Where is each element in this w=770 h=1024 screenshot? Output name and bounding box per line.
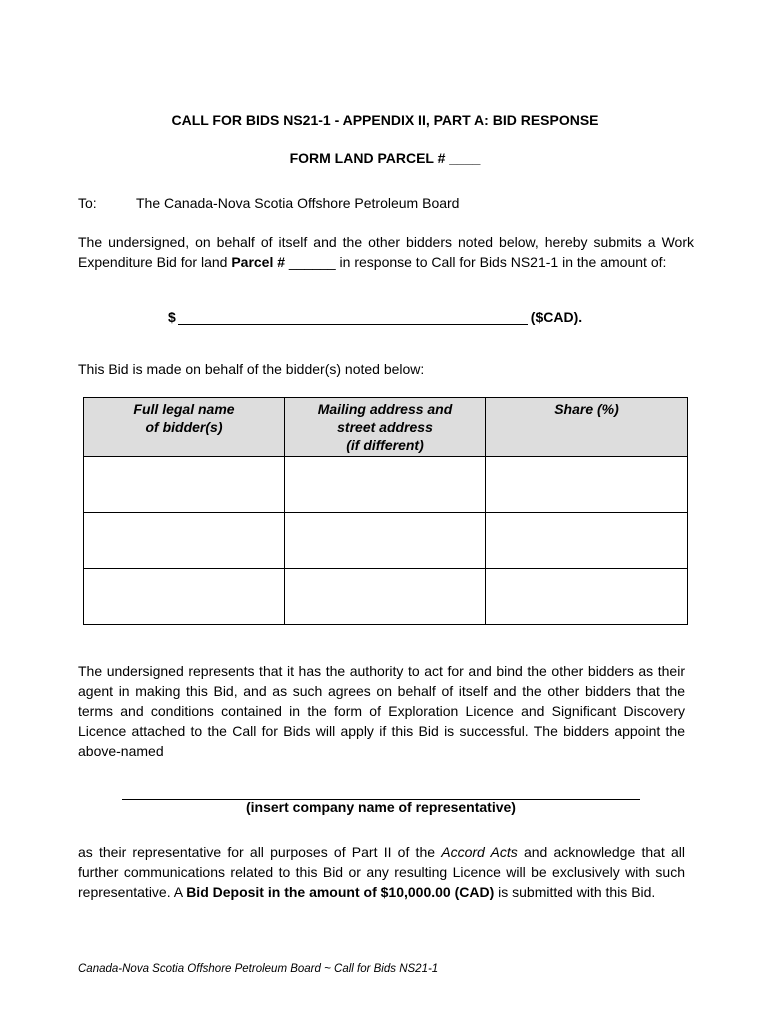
cell-legal-name[interactable] xyxy=(84,513,285,569)
closing-text-1: as their representative for all purposes of Part II of the xyxy=(78,844,442,860)
addressee-label: To: xyxy=(78,195,97,211)
addressee-name: The Canada-Nova Scotia Offshore Petroleum Board xyxy=(136,195,460,211)
page-footer: Canada-Nova Scotia Offshore Petroleum Board ~ Call for Bids NS21-1 xyxy=(78,963,439,975)
table-row xyxy=(84,457,688,513)
currency-label: ($CAD). xyxy=(530,309,583,325)
intro-text-after: ______ in response to Call for Bids NS21-1 in the amount of: xyxy=(285,254,667,270)
cell-share[interactable] xyxy=(486,457,688,513)
cell-mailing-address[interactable] xyxy=(285,457,486,513)
closing-text-2: and acknowledge that all further communications related to this Bid or any resulting Licence will be exclusively with such representative. A xyxy=(78,844,686,900)
bidders-table xyxy=(83,397,688,625)
header-legal-name: Full legal name of bidder(s) xyxy=(84,398,285,457)
bidders-intro: This Bid is made on behalf of the bidder(s) noted below: xyxy=(78,361,425,377)
intro-paragraph xyxy=(78,232,694,272)
table-header-row xyxy=(84,398,688,457)
currency-symbol: $ xyxy=(168,309,176,325)
closing-text-3: is submitted with this Bid. xyxy=(494,884,656,900)
bid-amount-line xyxy=(168,309,582,325)
authority-paragraph: The undersigned represents that it has the authority to act for and bind the other bidders as their agent in making this Bid, and as such agrees on behalf of itself and the other bidders that the terms and conditions contained in the form of Exploration Licence and Significant Discovery Licence attached to the Call for Bids will apply if this Bid is successful. The bidders appoint the above-named xyxy=(78,663,685,759)
form-subtitle: FORM LAND PARCEL # ____ xyxy=(289,150,481,166)
accord-acts: Accord Acts xyxy=(441,844,518,860)
addressee-row xyxy=(78,195,459,211)
cell-mailing-address[interactable] xyxy=(285,569,486,625)
cell-mailing-address[interactable] xyxy=(285,513,486,569)
bid-deposit-amount: Bid Deposit in the amount of $10,000.00 (CAD) xyxy=(186,884,495,900)
closing-paragraph xyxy=(78,842,685,902)
parcel-label: Parcel # xyxy=(231,254,286,270)
header-share: Share (%) xyxy=(486,398,688,457)
cell-legal-name[interactable] xyxy=(84,569,285,625)
form-title: CALL FOR BIDS NS21-1 - APPENDIX II, PART A: BID RESPONSE xyxy=(171,112,599,128)
intro-text-before: The undersigned, on behalf of itself and the other bidders noted below, hereby submits a Work Expenditure Bid for land xyxy=(78,234,694,270)
cell-legal-name[interactable] xyxy=(84,457,285,513)
representative-label: (insert company name of representative) xyxy=(246,799,516,815)
table-row xyxy=(84,569,688,625)
cell-share[interactable] xyxy=(486,513,688,569)
amount-blank[interactable] xyxy=(178,310,528,325)
header-mailing-address: Mailing address and street address (if different) xyxy=(285,398,486,457)
table-row xyxy=(84,513,688,569)
cell-share[interactable] xyxy=(486,569,688,625)
